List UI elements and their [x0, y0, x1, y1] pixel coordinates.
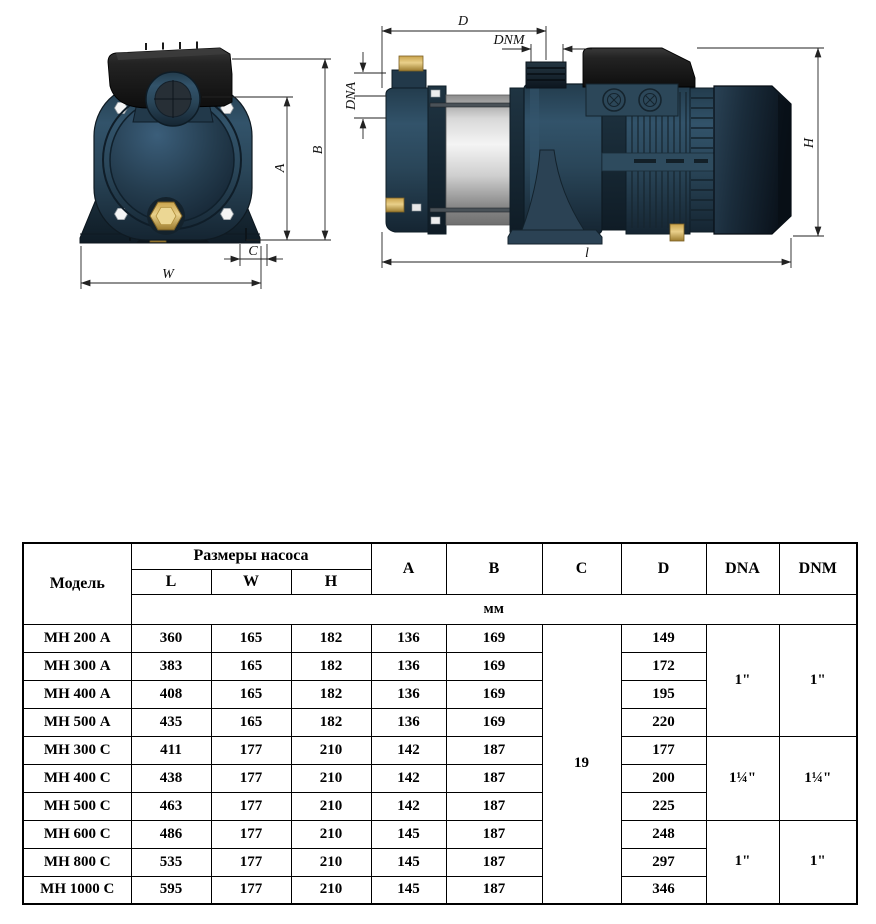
- value-cell: 383: [131, 652, 211, 680]
- value-cell: 535: [131, 848, 211, 876]
- value-cell: 165: [211, 624, 291, 652]
- model-cell: МН 200 А: [23, 624, 131, 652]
- value-cell: 210: [291, 820, 371, 848]
- model-cell: МН 300 С: [23, 736, 131, 764]
- value-cell: 145: [371, 848, 446, 876]
- terminal-box-vents: [146, 42, 197, 51]
- dim-label-d: D: [457, 14, 469, 29]
- value-cell: 177: [211, 848, 291, 876]
- dim-label-dnm: DNM: [493, 33, 525, 48]
- value-cell: 182: [291, 652, 371, 680]
- value-cell: 187: [446, 736, 542, 764]
- model-cell: МН 500 С: [23, 792, 131, 820]
- technical-drawing: [0, 0, 876, 300]
- col-group-header-sizes: Размеры насоса: [131, 543, 371, 569]
- model-cell: МН 1000 С: [23, 876, 131, 904]
- model-cell: МН 400 А: [23, 680, 131, 708]
- value-cell: 136: [371, 708, 446, 736]
- value-cell: 177: [211, 792, 291, 820]
- value-cell: 438: [131, 764, 211, 792]
- model-cell: МН 400 С: [23, 764, 131, 792]
- value-cell: 136: [371, 652, 446, 680]
- value-cell: 187: [446, 764, 542, 792]
- dim-label-a: A: [273, 163, 288, 173]
- dim-label-w: W: [162, 267, 174, 282]
- value-cell: 595: [131, 876, 211, 904]
- value-cell: 142: [371, 736, 446, 764]
- value-cell: 165: [211, 652, 291, 680]
- foot-base-plate: [508, 230, 602, 244]
- col-header-h: H: [291, 569, 371, 594]
- value-cell: 177: [211, 820, 291, 848]
- value-cell-dna: 1": [706, 820, 779, 904]
- col-header-b: B: [446, 543, 542, 594]
- dim-label-b: B: [311, 145, 326, 155]
- table-row: [23, 736, 857, 764]
- dim-label-c: C: [248, 244, 258, 259]
- value-cell: 187: [446, 876, 542, 904]
- col-header-model: Модель: [23, 543, 131, 624]
- junction-base: [586, 84, 678, 116]
- value-cell: 142: [371, 792, 446, 820]
- value-cell: 187: [446, 848, 542, 876]
- col-header-l: L: [131, 569, 211, 594]
- bolt-icon: [431, 217, 440, 224]
- value-cell: 145: [371, 820, 446, 848]
- value-cell: 136: [371, 680, 446, 708]
- value-cell: 165: [211, 680, 291, 708]
- value-cell: 177: [211, 876, 291, 904]
- head-flange: [510, 88, 524, 232]
- value-cell: 136: [371, 624, 446, 652]
- value-cell: 169: [446, 708, 542, 736]
- value-cell-dnm: 1¼": [779, 736, 857, 820]
- value-cell: 182: [291, 624, 371, 652]
- value-cell-dnm: 1": [779, 624, 857, 736]
- value-cell: 210: [291, 792, 371, 820]
- value-cell: 177: [211, 764, 291, 792]
- value-cell: 172: [621, 652, 706, 680]
- pump-dimensions-table: [22, 542, 858, 905]
- value-cell-dnm: 1": [779, 820, 857, 904]
- col-header-dna: DNA: [706, 543, 779, 594]
- value-cell: 346: [621, 876, 706, 904]
- model-cell: МН 800 С: [23, 848, 131, 876]
- value-cell-dna: 1": [706, 624, 779, 736]
- value-cell: 182: [291, 680, 371, 708]
- suction-plug-brass: [399, 56, 423, 71]
- value-cell: 463: [131, 792, 211, 820]
- value-cell: 177: [211, 736, 291, 764]
- model-cell: МН 300 А: [23, 652, 131, 680]
- value-cell: 411: [131, 736, 211, 764]
- value-cell: 486: [131, 820, 211, 848]
- dim-label-dna: DNA: [344, 82, 359, 110]
- bolt-icon: [431, 90, 440, 97]
- dim-label-h: H: [802, 137, 817, 149]
- value-cell: 220: [621, 708, 706, 736]
- discharge-port: [526, 62, 566, 88]
- value-cell: 210: [291, 736, 371, 764]
- value-cell: 200: [621, 764, 706, 792]
- col-header-c: C: [542, 543, 621, 594]
- value-cell: 149: [621, 624, 706, 652]
- value-cell: 169: [446, 652, 542, 680]
- suction-drain-brass: [386, 198, 404, 212]
- value-cell: 435: [131, 708, 211, 736]
- value-cell: 248: [621, 820, 706, 848]
- col-header-w: W: [211, 569, 291, 594]
- bolt-icon: [221, 208, 234, 219]
- value-cell-dna: 1¼": [706, 736, 779, 820]
- col-header-a: A: [371, 543, 446, 594]
- value-cell: 177: [621, 736, 706, 764]
- bolt-icon: [412, 204, 421, 211]
- value-cell: 169: [446, 680, 542, 708]
- dim-label-l: l: [585, 246, 589, 261]
- value-cell: 142: [371, 764, 446, 792]
- value-cell: 297: [621, 848, 706, 876]
- terminal-box-side: [583, 48, 695, 87]
- value-cell: 169: [446, 624, 542, 652]
- value-cell: 165: [211, 708, 291, 736]
- col-header-dnm: DNM: [779, 543, 857, 594]
- fan-cover-shade: [778, 94, 791, 226]
- value-cell: 408: [131, 680, 211, 708]
- value-cell: 225: [621, 792, 706, 820]
- value-cell: 187: [446, 792, 542, 820]
- model-cell: МН 600 С: [23, 820, 131, 848]
- value-cell: 187: [446, 820, 542, 848]
- stainless-barrel: [446, 95, 516, 225]
- table-row: [23, 624, 857, 652]
- value-cell: 360: [131, 624, 211, 652]
- value-cell: 145: [371, 876, 446, 904]
- model-cell: МН 500 А: [23, 708, 131, 736]
- pump-front-view: [80, 42, 260, 244]
- value-cell: 210: [291, 764, 371, 792]
- value-cell: 210: [291, 876, 371, 904]
- band-dashes: [634, 159, 708, 163]
- value-cell-c-shared: 19: [542, 624, 621, 904]
- value-cell: 182: [291, 708, 371, 736]
- pump-side-view: [386, 48, 791, 244]
- motor-plug-brass: [670, 224, 684, 241]
- col-header-d: D: [621, 543, 706, 594]
- table-row: [23, 820, 857, 848]
- value-cell: 210: [291, 848, 371, 876]
- value-cell: 195: [621, 680, 706, 708]
- unit-row: мм: [131, 594, 857, 624]
